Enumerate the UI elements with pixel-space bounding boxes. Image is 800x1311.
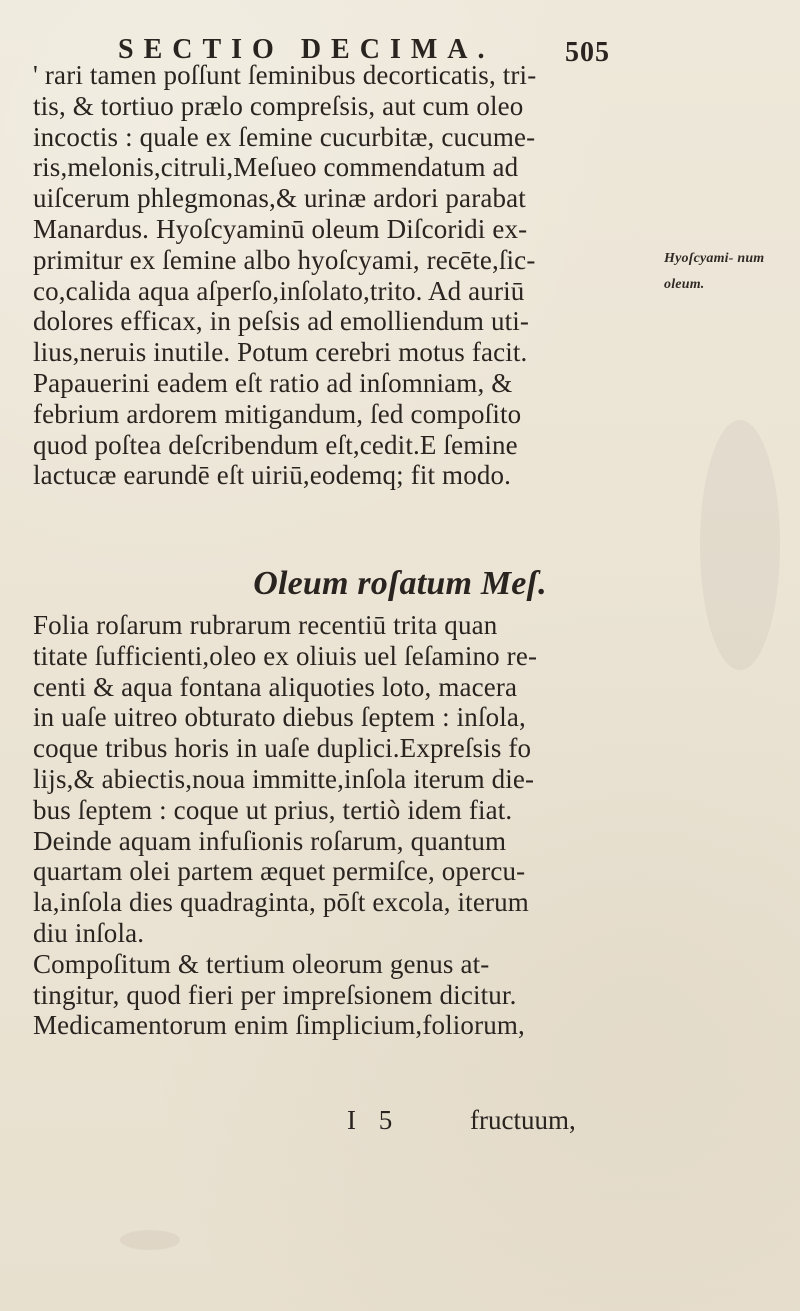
text-line: co,calida aqua aſperſo,inſolato,trito. Ad auriū [33,275,525,306]
text-line: Medicamentorum enim ſimplicium,foliorum, [33,1010,525,1041]
text-line: febrium ardorem mitigandum, ſed compoſito [33,398,522,429]
paper-stain [700,420,780,670]
page-footer [0,1105,800,1141]
text-line: la,inſola dies quadraginta, pōſt excola, iterum [33,887,529,918]
paper-stain [120,1230,180,1250]
text-line: quartam olei partem æquet permiſce, opercu- [33,856,526,887]
section-title: Oleum roſatum Meſ. [253,565,547,602]
text-line: incoctis : quale ex ſemine cucurbitæ, cucume- [33,121,536,152]
text-line: Manardus. Hyoſcyaminū oleum Diſcoridi ex- [33,213,528,244]
text-line: tingitur, quod fieri per impreſsionem dicitur. [33,979,517,1010]
text-line: Compoſitum & tertium oleorum genus at- [33,948,490,979]
text-line: tis, & tortiuo prælo compreſsis, aut cum oleo [33,90,524,121]
main-text-block-2 [33,610,658,1041]
text-line: diu inſola. [33,917,145,948]
text-line: quod poſtea deſcribendum eſt,cedit.E ſemine [33,429,518,460]
text-line: Folia roſarum rubrarum recentiū trita quan [33,610,498,640]
signature-mark: I 5 [347,1105,401,1135]
text-line: in uaſe uitreo obturato diebus ſeptem : inſola, [33,702,526,733]
margin-note: Hyoſcyami- num oleum. [664,251,765,292]
text-line: bus ſeptem : coque ut prius, tertiò idem fiat. [33,794,513,825]
text-line: lactucæ earundē eſt uiriū,eodemq; fit modo. [33,460,512,491]
page-number: 505 [565,37,610,68]
text-line: ris,melonis,citruli,Meſueo commendatum ad [33,152,519,183]
catchword: fructuum, [470,1105,576,1135]
main-text-block-1 [33,60,658,491]
text-line: lius,neruis inutile. Potum cerebri motus facit. [33,337,528,368]
text-line: lijs,& abiectis,noua immitte,inſola iterum die- [33,763,535,794]
text-line: uiſcerum phlegmonas,& urinæ ardori parabat [33,183,526,214]
text-line: Papauerini eadem eſt ratio ad inſomniam, & [33,367,513,398]
text-line: primitur ex ſemine albo hyoſcyami, recēte,ſic- [33,244,536,275]
text-line: coque tribus horis in uaſe duplici.Expreſsis fo [33,733,532,764]
text-line: centi & aqua fontana aliquoties loto, macera [33,671,518,702]
text-line: titate ſufficienti,oleo ex oliuis uel ſeſamino re- [33,640,538,671]
text-line: ' rari tamen poſſunt ſeminibus decorticatis, tri- [33,60,537,90]
text-line: dolores efficax, in peſsis ad emolliendum uti- [33,306,530,337]
text-line: Deinde aquam infuſionis roſarum, quantum [33,825,507,856]
running-head: SECTIO DECIMA. [118,34,495,65]
